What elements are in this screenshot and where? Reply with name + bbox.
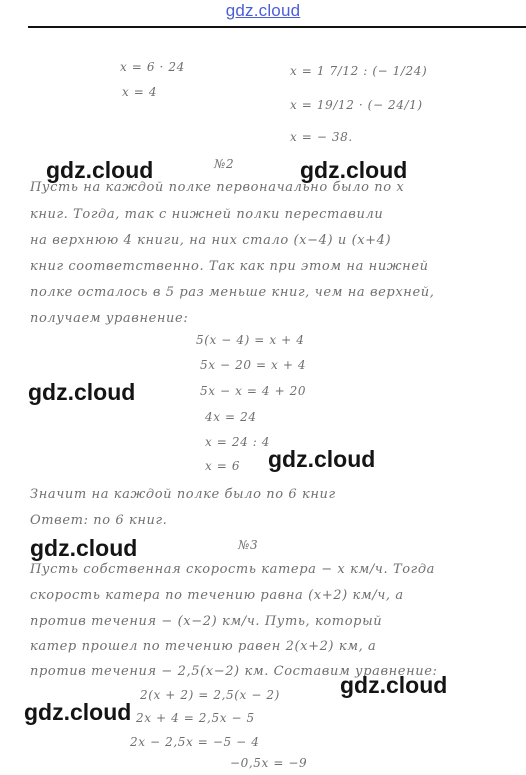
watermark: gdz.cloud bbox=[268, 446, 376, 472]
section-2-line: Пусть на каждой полке первоначально было по x bbox=[30, 180, 405, 195]
section-2-equation: x = 24 : 4 bbox=[205, 435, 271, 449]
top-right-math-line: x = − 38. bbox=[290, 130, 353, 144]
watermark: gdz.cloud bbox=[46, 157, 154, 183]
watermark: gdz.cloud bbox=[340, 672, 448, 698]
site-header bbox=[0, 0, 526, 34]
section-2-line: книг. Тогда, так с нижней полки переставили bbox=[30, 207, 384, 222]
section-3-line: против течения − 2,5(x−2) км. Составим уравнение: bbox=[30, 664, 438, 679]
section-3-line: против течения − (x−2) км/ч. Путь, который bbox=[30, 614, 383, 629]
section-2-answer-line: Значит на каждой полке было по 6 книг bbox=[30, 487, 336, 502]
section-3-equation: 2(x + 2) = 2,5(x − 2) bbox=[140, 688, 280, 702]
section-2-line: полке осталось в 5 раз меньше книг, чем на верхней, bbox=[30, 285, 435, 300]
section-3-equation: 2x + 4 = 2,5x − 5 bbox=[136, 711, 255, 725]
section-2-equation: 5(x − 4) = x + 4 bbox=[196, 333, 305, 347]
top-right-math-line: x = 1 7/12 : (− 1/24) bbox=[290, 64, 428, 78]
section-2-line: получаем уравнение: bbox=[30, 311, 189, 326]
section-3-equation: 2x − 2,5x = −5 − 4 bbox=[130, 735, 260, 749]
section-2-equation: x = 6 bbox=[205, 459, 241, 473]
section-2-line: на верхнюю 4 книги, на них стало (x−4) и (x+4) bbox=[30, 233, 392, 248]
section-3-line: скорость катера по течению равна (x+2) км/ч, а bbox=[30, 588, 404, 603]
watermark: gdz.cloud bbox=[24, 699, 132, 725]
section-2-answer-line: Ответ: по 6 книг. bbox=[30, 513, 168, 528]
section-3-number: №3 bbox=[238, 538, 259, 552]
header-rule bbox=[28, 26, 526, 28]
top-right-math-line: x = 19/12 · (− 24/1) bbox=[290, 98, 423, 112]
top-left-math-line: x = 6 · 24 bbox=[120, 60, 185, 74]
watermark: gdz.cloud bbox=[300, 157, 408, 183]
watermark: gdz.cloud bbox=[28, 379, 136, 405]
section-3-line: Пусть собственная скорость катера − x км/ч. Тогда bbox=[30, 562, 436, 577]
section-3-line: катер прошел по течению равен 2(x+2) км, а bbox=[30, 639, 377, 654]
section-2-equation: 5x − 20 = x + 4 bbox=[200, 358, 307, 372]
section-2-equation: 4x = 24 bbox=[205, 410, 257, 424]
section-2-line: книг соответственно. Так как при этом на нижней bbox=[30, 259, 429, 274]
section-2-equation: 5x − x = 4 + 20 bbox=[200, 384, 307, 398]
site-title-link[interactable]: gdz.cloud bbox=[225, 1, 301, 20]
top-left-math-line: x = 4 bbox=[122, 85, 158, 99]
section-2-number: №2 bbox=[214, 157, 235, 171]
watermark: gdz.cloud bbox=[30, 535, 138, 561]
section-3-equation: −0,5x = −9 bbox=[230, 756, 308, 770]
